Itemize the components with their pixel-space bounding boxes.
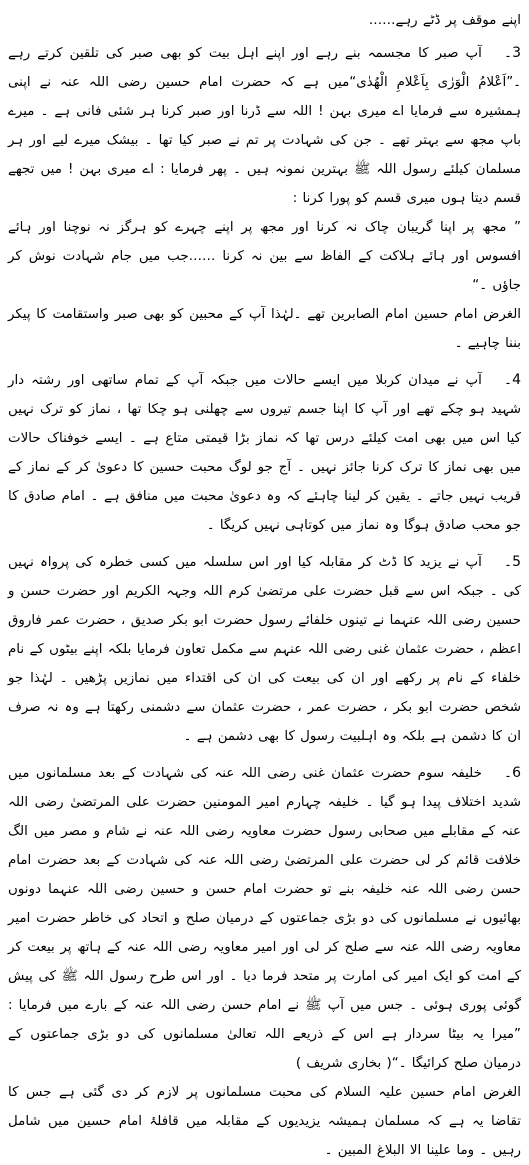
paragraph-3-quote: ” مجھ پر اپنا گریبان چاک نہ کرنا اور مجھ پر اپنے چہرے کو ہرگز نہ نوچنا اور ہائے افسوس اور ہائے ہلاکت کے الفاظ سے بین نہ کرنا ……جب میں جام شہادت نوش کر جاؤں ۔“	[8, 220, 521, 293]
item-number-6: 6۔	[503, 765, 521, 781]
paragraph-3	[8, 39, 521, 213]
paragraph-3-conclusion: الغرض امام حسین امام الصابرین تھے ۔لہٰذا آپ کے محبین کو بھی صبر واستقامت کا پیکر بننا چاہیے ۔	[8, 307, 521, 351]
spacer	[8, 358, 521, 366]
paragraph-5	[8, 548, 521, 751]
spacer	[8, 751, 521, 759]
paragraph-5-text: آپ نے یزید کا ڈٹ کر مقابلہ کیا اور اس سلسلہ میں کسی خطرہ کی پرواہ نہیں کی ۔ جبکہ اس سے قبل حضرت علی مرتضیٰ کرم اللہ وجہہ الکریم اور حضرت حسن و حسین رضی اللہ عنہما نے تینوں خلفائے رسول حضرت ابو بکر صدیق ، حضرت عمر فاروق اعظم ، حضرت عثمان غنی رضی اللہ عنہم سے مکمل تعاون فرمایا بلکہ اپنے بیٹوں کے نام خلفاء کے نام پر رکھے اور ان کی بیعت کی ان کی اقتداء میں نمازیں پڑھیں ۔ لہٰذا جو شخص حضرت ابو بکر ، حضرت عمر ، حضرت عثمان سے دشمنی رکھتا ہے وہ نہ صرف ان کا دشمن ہے بلکہ وہ اہلبیت رسول کا بھی دشمن ہے ۔	[8, 555, 521, 744]
spacer	[8, 540, 521, 548]
paragraph-4	[8, 366, 521, 540]
paragraph-intro: اپنے موقف پر ڈٹے رہے……	[368, 13, 521, 28]
paragraph-3-text: آپ صبر کا مجسمہ بنے رہے اور اپنے اہل بیت کو بھی صبر کی تلقین کرتے رہے ۔”اَعْلامُ الْوَرٰی بِاَعْلامِ الْھُدٰی“میں ہے کہ حضرت امام حسین رضی اللہ عنہ نے اپنی ہمشیرہ سے فرمایا اے میری بہن ! اللہ سے ڈرنا اور صبر کرنا ہر شئی فانی ہے ۔ میرے باپ مجھ سے بہتر تھے ۔ جن کی شہادت پر تم نے صبر کیا تھا ۔ بیشک میرے لیے اور ہر مسلمان کیلئے رسول اللہ ﷺ بہترین نمونہ ہیں ۔ پھر فرمایا : اے میری بہن ! میں تجھے قسم دیتا ہوں میری قسم کو پورا کرنا :	[8, 46, 521, 206]
paragraph-4-text: آپ نے میدان کربلا میں ایسے حالات میں جبکہ آپ کے تمام ساتھی اور رشتہ دار شہید ہو چکے تھے اور آپ کا اپنا جسم تیروں سے چھلنی ہو چکا تھا ، نماز کو ترک نہیں کیا اس میں بھی امت کیلئے درس تھا کہ نماز بڑا قیمتی متاع ہے ۔ ایسے خوفناک حالات میں بھی نماز کا ترک کرنا جائز نہیں ۔ آج جو لوگ محبت حسین کا دعویٰ کر کے نماز کے قریب نہیں جاتے ۔ یقین کر لینا چاہئے کہ وہ دعویٰ محبت میں منافق ہے ۔ امام صادق کا جو محب صادق ہوگا وہ نماز میں کوتاہی نہیں کریگا ۔	[8, 373, 521, 533]
paragraph-6	[8, 759, 521, 1078]
item-number-3: 3۔	[503, 45, 521, 61]
item-number-4: 4۔	[503, 372, 521, 388]
item-number-5: 5۔	[503, 554, 521, 570]
paragraph-conclusion: الغرض امام حسین علیہ السلام کی محبت مسلمانوں پر لازم کر دی گئی ہے جس کا تقاضا یہ ہے کہ مسلمان ہمیشہ یزیدیوں کے مقابلہ میں قافلۂ امام حسین میں شامل رہیں ۔ وما علینا الا البلاغ المبین ۔	[8, 1085, 521, 1158]
paragraph-6-text: خلیفہ سوم حضرت عثمان غنی رضی اللہ عنہ کی شہادت کے بعد مسلمانوں میں شدید اختلاف پیدا ہو گیا ۔ خلیفہ چہارم امیر المومنین حضرت علی المرتضیٰ رضی اللہ عنہ کے مقابلے میں صحابی رسول حضرت معاویہ رضی اللہ عنہ نے شام و مصر میں الگ خلافت قائم کر لی حضرت علی المرتضیٰ رضی اللہ عنہ کی شہادت کے بعد حضرت امام حسن رضی اللہ عنہ خلیفہ بنے تو حضرت امام حسن و حسین رضی اللہ عنہما دونوں بھائیوں نے مسلمانوں کی دو بڑی جماعتوں کے درمیان صلح و اتحاد کی خاطر حضرت امیر معاویہ رضی اللہ عنہ سے صلح کر لی اور امیر معاویہ رضی اللہ عنہ کے ہاتھ پر بیعت کر کے امت کو ایک امیر کی امارت پر متحد فرما دیا ۔ اور اس طرح رسول اللہ ﷺ کی پیش گوئی پوری ہوئی ۔ جس میں آپ ﷺ نے امام حسن رضی اللہ عنہ کے بارے میں فرمایا : ”میرا یہ بیٹا سردار ہے اس کے ذریعے اللہ تعالیٰ مسلمانوں کی دو بڑی جماعتوں کے درمیان صلح کرائیگا ۔“( بخاری شریف )	[8, 766, 521, 1071]
